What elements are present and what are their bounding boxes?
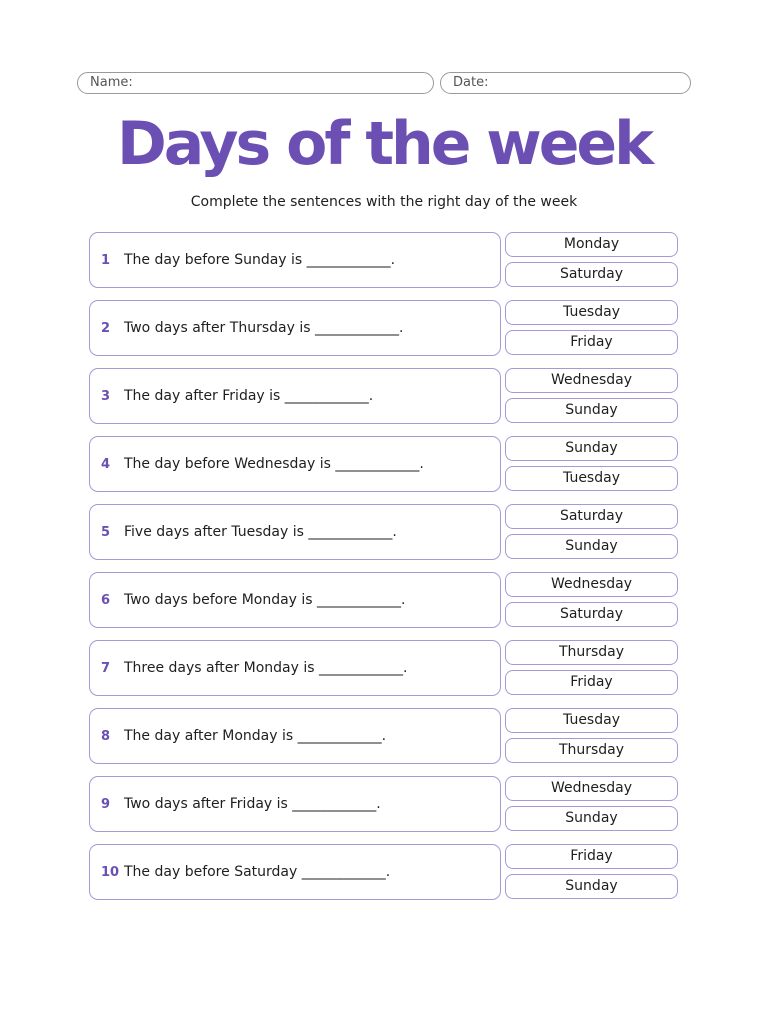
question-number: 5 (101, 524, 111, 540)
option-a[interactable]: Tuesday (505, 708, 678, 733)
question-number: 2 (101, 320, 111, 336)
question-list (89, 232, 679, 912)
option-b[interactable]: Tuesday (505, 466, 678, 491)
option-a[interactable]: Sunday (505, 436, 678, 461)
question-sentence: The day before Sunday is ____________. (124, 252, 396, 268)
question-row-10 (89, 844, 679, 900)
question-number: 1 (101, 252, 111, 268)
sentence-box[interactable] (89, 776, 501, 832)
option-b[interactable]: Friday (505, 670, 678, 695)
question-sentence: Two days before Monday is ____________. (124, 592, 406, 608)
name-field[interactable] (77, 72, 434, 94)
option-a[interactable]: Thursday (505, 640, 678, 665)
sentence-box[interactable] (89, 572, 501, 628)
question-number: 4 (101, 456, 111, 472)
option-b[interactable]: Sunday (505, 874, 678, 899)
sentence-box[interactable] (89, 300, 501, 356)
question-sentence: The day after Monday is ____________. (124, 728, 387, 744)
date-field[interactable] (440, 72, 691, 94)
question-sentence: Five days after Tuesday is ____________. (124, 524, 397, 540)
question-sentence: The day before Wednesday is ____________. (124, 456, 424, 472)
page-title: Days of the week (116, 109, 652, 179)
sentence-box[interactable] (89, 844, 501, 900)
sentence-box[interactable] (89, 368, 501, 424)
sentence-box[interactable] (89, 232, 501, 288)
sentence-box[interactable] (89, 436, 501, 492)
option-a[interactable]: Wednesday (505, 368, 678, 393)
question-row-8 (89, 708, 679, 764)
question-number: 9 (101, 796, 111, 812)
question-row-7 (89, 640, 679, 696)
question-row-4 (89, 436, 679, 492)
question-row-3 (89, 368, 679, 424)
question-sentence: Two days after Thursday is ____________. (124, 320, 404, 336)
question-number: 6 (101, 592, 111, 608)
question-number: 7 (101, 660, 111, 676)
question-row-2 (89, 300, 679, 356)
name-label: Name: (90, 75, 133, 90)
option-a[interactable]: Wednesday (505, 572, 678, 597)
question-row-5 (89, 504, 679, 560)
option-b[interactable]: Friday (505, 330, 678, 355)
option-a[interactable]: Friday (505, 844, 678, 869)
question-row-1 (89, 232, 679, 288)
question-sentence: The day after Friday is ____________. (124, 388, 374, 404)
option-b[interactable]: Thursday (505, 738, 678, 763)
question-sentence: The day before Saturday ____________. (124, 864, 391, 880)
question-sentence: Two days after Friday is ____________. (124, 796, 381, 812)
question-sentence: Three days after Monday is ____________. (124, 660, 408, 676)
option-b[interactable]: Sunday (505, 806, 678, 831)
option-a[interactable]: Saturday (505, 504, 678, 529)
sentence-box[interactable] (89, 640, 501, 696)
option-a[interactable]: Monday (505, 232, 678, 257)
question-number: 8 (101, 728, 111, 744)
option-a[interactable]: Tuesday (505, 300, 678, 325)
sentence-box[interactable] (89, 708, 501, 764)
option-a[interactable]: Wednesday (505, 776, 678, 801)
option-b[interactable]: Sunday (505, 534, 678, 559)
question-row-6 (89, 572, 679, 628)
sentence-box[interactable] (89, 504, 501, 560)
option-b[interactable]: Saturday (505, 262, 678, 287)
date-label: Date: (453, 75, 489, 90)
question-row-9 (89, 776, 679, 832)
option-b[interactable]: Saturday (505, 602, 678, 627)
option-b[interactable]: Sunday (505, 398, 678, 423)
instructions: Complete the sentences with the right day of the week (190, 194, 578, 210)
question-number: 10 (101, 864, 120, 880)
question-number: 3 (101, 388, 111, 404)
